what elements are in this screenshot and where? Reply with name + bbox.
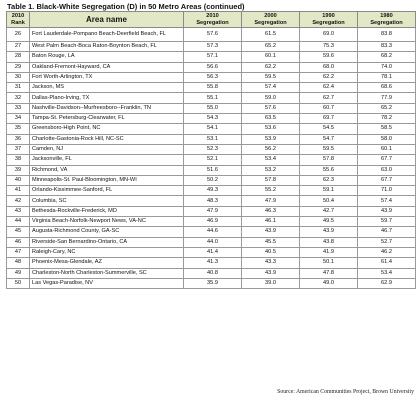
rank-cell: 42 xyxy=(7,196,30,206)
seg-2010-cell: 46.9 xyxy=(184,217,242,227)
area-name-cell: Las Vegas-Paradise, NV xyxy=(30,278,184,288)
seg-2000-cell: 43.9 xyxy=(242,227,300,237)
seg-1990-cell: 59.6 xyxy=(300,52,358,62)
seg-2000-cell: 53.9 xyxy=(242,134,300,144)
rank-cell: 36 xyxy=(7,134,30,144)
seg-1980-cell: 62.9 xyxy=(358,278,416,288)
seg-1980-cell: 83.3 xyxy=(358,42,416,52)
seg-1980-cell: 59.7 xyxy=(358,217,416,227)
seg-1990-cell: 49.5 xyxy=(300,217,358,227)
seg-1980-cell: 58.5 xyxy=(358,124,416,134)
seg-2000-cell: 59.0 xyxy=(242,93,300,103)
table-row xyxy=(7,124,416,134)
seg-1980-cell: 78.2 xyxy=(358,114,416,124)
seg-1980-cell: 63.0 xyxy=(358,165,416,175)
seg-1980-cell: 61.4 xyxy=(358,258,416,268)
area-name-cell: Orlando-Kissimmee-Sanford, FL xyxy=(30,186,184,196)
seg-1980-cell: 67.7 xyxy=(358,175,416,185)
seg-2010-cell: 41.3 xyxy=(184,258,242,268)
table-row xyxy=(7,278,416,288)
seg-1990-cell: 54.5 xyxy=(300,124,358,134)
seg-2010-cell: 56.3 xyxy=(184,72,242,82)
area-name-cell: Phoenix-Mesa-Glendale, AZ xyxy=(30,258,184,268)
area-name-cell: Charlotte-Gastonia-Rock Hill, NC-SC xyxy=(30,134,184,144)
seg-2010-cell: 49.3 xyxy=(184,186,242,196)
seg-1980-cell: 60.1 xyxy=(358,144,416,154)
seg-1990-cell: 69.7 xyxy=(300,114,358,124)
seg-2000-cell: 59.5 xyxy=(242,72,300,82)
table-row xyxy=(7,175,416,185)
rank-cell: 27 xyxy=(7,42,30,52)
seg-2000-cell: 46.1 xyxy=(242,217,300,227)
seg-1990-cell: 75.3 xyxy=(300,42,358,52)
seg-2000-cell: 53.2 xyxy=(242,165,300,175)
table-row xyxy=(7,206,416,216)
seg-2010-cell: 54.3 xyxy=(184,114,242,124)
seg-2010-cell: 40.8 xyxy=(184,268,242,278)
table-row xyxy=(7,103,416,113)
seg-2010-cell: 56.6 xyxy=(184,62,242,72)
area-name-cell: Columbia, SC xyxy=(30,196,184,206)
rank-cell: 38 xyxy=(7,155,30,165)
seg-1980-cell: 43.9 xyxy=(358,206,416,216)
rank-cell: 37 xyxy=(7,144,30,154)
seg-2010-cell: 57.6 xyxy=(184,28,242,42)
table-row xyxy=(7,217,416,227)
seg-2000-cell: 43.3 xyxy=(242,258,300,268)
seg-2000-cell: 57.4 xyxy=(242,83,300,93)
seg-2000-cell: 53.6 xyxy=(242,124,300,134)
area-name-cell: Raleigh-Cary, NC xyxy=(30,247,184,257)
area-name-cell: Baton Rouge, LA xyxy=(30,52,184,62)
seg-1990-cell: 62.3 xyxy=(300,175,358,185)
seg-2000-cell: 60.1 xyxy=(242,52,300,62)
seg-1980-cell: 67.7 xyxy=(358,155,416,165)
seg-2000-cell: 39.0 xyxy=(242,278,300,288)
seg-2010-cell: 57.3 xyxy=(184,42,242,52)
seg-1980-cell: 68.2 xyxy=(358,52,416,62)
seg-1980-cell: 58.0 xyxy=(358,134,416,144)
rank-cell: 47 xyxy=(7,247,30,257)
table-row xyxy=(7,247,416,257)
col-header-2000: 2000 Segregation xyxy=(242,12,300,28)
rank-cell: 32 xyxy=(7,93,30,103)
seg-2000-cell: 46.3 xyxy=(242,206,300,216)
rank-cell: 49 xyxy=(7,268,30,278)
seg-2010-cell: 53.1 xyxy=(184,134,242,144)
seg-1980-cell: 46.7 xyxy=(358,227,416,237)
rank-cell: 35 xyxy=(7,124,30,134)
area-name-cell: Fort Worth-Arlington, TX xyxy=(30,72,184,82)
seg-1990-cell: 49.0 xyxy=(300,278,358,288)
seg-2000-cell: 65.2 xyxy=(242,42,300,52)
seg-2000-cell: 62.2 xyxy=(242,62,300,72)
table-row xyxy=(7,62,416,72)
seg-1990-cell: 59.5 xyxy=(300,144,358,154)
seg-1980-cell: 77.9 xyxy=(358,93,416,103)
area-name-cell: Jacksonville, FL xyxy=(30,155,184,165)
table-row xyxy=(7,52,416,62)
seg-1990-cell: 68.0 xyxy=(300,62,358,72)
area-name-cell: Tampa-St. Petersburg-Clearwater, FL xyxy=(30,114,184,124)
area-name-cell: West Palm Beach-Boca Raton-Boynton Beach, FL xyxy=(30,42,184,52)
rank-cell: 50 xyxy=(7,278,30,288)
table-row xyxy=(7,237,416,247)
area-name-cell: Camden, NJ xyxy=(30,144,184,154)
seg-2000-cell: 43.9 xyxy=(242,268,300,278)
seg-1990-cell: 60.7 xyxy=(300,103,358,113)
seg-2010-cell: 54.1 xyxy=(184,124,242,134)
rank-cell: 41 xyxy=(7,186,30,196)
rank-cell: 43 xyxy=(7,206,30,216)
table-row xyxy=(7,93,416,103)
table-row xyxy=(7,28,416,42)
seg-1990-cell: 54.7 xyxy=(300,134,358,144)
seg-1990-cell: 47.8 xyxy=(300,268,358,278)
seg-2010-cell: 52.1 xyxy=(184,155,242,165)
rank-cell: 34 xyxy=(7,114,30,124)
seg-2000-cell: 56.2 xyxy=(242,144,300,154)
area-name-cell: Dallas-Plano-Irving, TX xyxy=(30,93,184,103)
table-row xyxy=(7,155,416,165)
col-header-1980: 1980 Segregation xyxy=(358,12,416,28)
seg-1980-cell: 53.4 xyxy=(358,268,416,278)
area-name-cell: Riverside-San Bernardino-Ontario, CA xyxy=(30,237,184,247)
seg-1990-cell: 42.7 xyxy=(300,206,358,216)
table-row xyxy=(7,42,416,52)
area-name-cell: Oakland-Fremont-Hayward, CA xyxy=(30,62,184,72)
table-row xyxy=(7,134,416,144)
seg-1980-cell: 65.2 xyxy=(358,103,416,113)
seg-2010-cell: 47.9 xyxy=(184,206,242,216)
seg-1990-cell: 50.4 xyxy=(300,196,358,206)
area-name-cell: Jackson, MS xyxy=(30,83,184,93)
area-name-cell: Richmond, VA xyxy=(30,165,184,175)
seg-2000-cell: 55.2 xyxy=(242,186,300,196)
col-header-area: Area name xyxy=(30,12,184,28)
seg-1980-cell: 68.6 xyxy=(358,83,416,93)
rank-cell: 45 xyxy=(7,227,30,237)
seg-2010-cell: 51.6 xyxy=(184,165,242,175)
seg-1990-cell: 69.0 xyxy=(300,28,358,42)
table-title: Table 1. Black-White Segregation (D) in 50 Metro Areas (continued) xyxy=(7,2,245,11)
table-row xyxy=(7,144,416,154)
seg-1990-cell: 41.9 xyxy=(300,247,358,257)
col-header-1990: 1990 Segregation xyxy=(300,12,358,28)
area-name-cell: Virginia Beach-Norfolk-Newport News, VA-NC xyxy=(30,217,184,227)
seg-1990-cell: 59.1 xyxy=(300,186,358,196)
seg-1990-cell: 43.8 xyxy=(300,237,358,247)
seg-2010-cell: 55.1 xyxy=(184,93,242,103)
seg-1980-cell: 52.7 xyxy=(358,237,416,247)
table-row xyxy=(7,186,416,196)
seg-2010-cell: 48.3 xyxy=(184,196,242,206)
seg-2010-cell: 57.1 xyxy=(184,52,242,62)
header-row xyxy=(7,12,416,28)
seg-2010-cell: 52.3 xyxy=(184,144,242,154)
seg-2000-cell: 40.5 xyxy=(242,247,300,257)
seg-1980-cell: 57.4 xyxy=(358,196,416,206)
rank-cell: 28 xyxy=(7,52,30,62)
table-row xyxy=(7,268,416,278)
seg-1990-cell: 62.7 xyxy=(300,93,358,103)
area-name-cell: Fort Lauderdale-Pompano Beach-Deerfield Beach, FL xyxy=(30,28,184,42)
seg-2010-cell: 44.0 xyxy=(184,237,242,247)
seg-1980-cell: 46.2 xyxy=(358,247,416,257)
rank-cell: 40 xyxy=(7,175,30,185)
table-row xyxy=(7,83,416,93)
rank-cell: 31 xyxy=(7,83,30,93)
rank-cell: 39 xyxy=(7,165,30,175)
seg-1990-cell: 55.6 xyxy=(300,165,358,175)
rank-cell: 46 xyxy=(7,237,30,247)
table-row xyxy=(7,227,416,237)
seg-1990-cell: 62.2 xyxy=(300,72,358,82)
seg-1990-cell: 62.4 xyxy=(300,83,358,93)
seg-2010-cell: 35.9 xyxy=(184,278,242,288)
rank-cell: 29 xyxy=(7,62,30,72)
table-row xyxy=(7,196,416,206)
seg-1990-cell: 57.8 xyxy=(300,155,358,165)
seg-2000-cell: 61.5 xyxy=(242,28,300,42)
rank-cell: 48 xyxy=(7,258,30,268)
table-row xyxy=(7,258,416,268)
seg-2010-cell: 55.8 xyxy=(184,83,242,93)
seg-2010-cell: 44.6 xyxy=(184,227,242,237)
area-name-cell: Charleston-North Charleston-Summerville, SC xyxy=(30,268,184,278)
seg-2010-cell: 50.2 xyxy=(184,175,242,185)
table-row xyxy=(7,72,416,82)
area-name-cell: Greensboro-High Point, NC xyxy=(30,124,184,134)
seg-1980-cell: 74.0 xyxy=(358,62,416,72)
rank-cell: 26 xyxy=(7,28,30,42)
seg-1980-cell: 71.0 xyxy=(358,186,416,196)
seg-2010-cell: 55.0 xyxy=(184,103,242,113)
seg-1980-cell: 78.1 xyxy=(358,72,416,82)
area-name-cell: Nashville-Davidson--Murfreesboro--Franklin, TN xyxy=(30,103,184,113)
area-name-cell: Minneapolis-St. Paul-Bloomington, MN-WI xyxy=(30,175,184,185)
table-row xyxy=(7,165,416,175)
seg-2000-cell: 63.5 xyxy=(242,114,300,124)
col-header-2010: 2010 Segregation xyxy=(184,12,242,28)
seg-2000-cell: 53.4 xyxy=(242,155,300,165)
table-row xyxy=(7,114,416,124)
seg-1990-cell: 43.9 xyxy=(300,227,358,237)
segregation-table xyxy=(6,11,416,289)
seg-2000-cell: 57.6 xyxy=(242,103,300,113)
rank-cell: 33 xyxy=(7,103,30,113)
seg-2000-cell: 57.8 xyxy=(242,175,300,185)
rank-cell: 44 xyxy=(7,217,30,227)
seg-2000-cell: 45.5 xyxy=(242,237,300,247)
area-name-cell: Augusta-Richmond County, GA-SC xyxy=(30,227,184,237)
col-header-rank: 2010 Rank xyxy=(7,12,30,28)
seg-2010-cell: 41.4 xyxy=(184,247,242,257)
seg-1990-cell: 50.1 xyxy=(300,258,358,268)
rank-cell: 30 xyxy=(7,72,30,82)
source-note: Source: American Communities Project, Brown University xyxy=(277,389,414,395)
seg-1980-cell: 83.8 xyxy=(358,28,416,42)
area-name-cell: Bethesda-Rockville-Frederick, MD xyxy=(30,206,184,216)
seg-2000-cell: 47.9 xyxy=(242,196,300,206)
